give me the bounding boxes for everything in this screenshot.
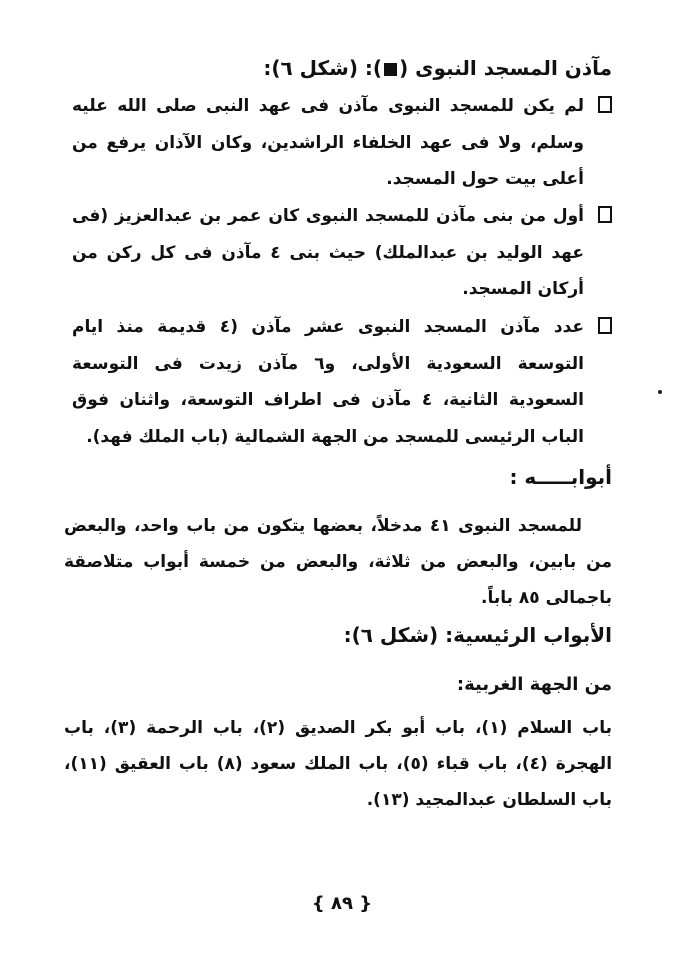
section-heading-main-doors: الأبواب الرئيسية: (شكل ٦): xyxy=(343,623,612,647)
bullet-text: لم يكن للمسجد النبوى مآذن فى عهد النبى صلى الله عليه وسلم، ولا فى عهد الخلفاء الراشدين، وكان الآذان يرفع من أعلى بيت حول المسجد. xyxy=(72,96,584,189)
bullet-item xyxy=(72,198,612,308)
checkbox-square-icon xyxy=(598,206,612,223)
bullet-item xyxy=(72,309,612,455)
bullet-text: أول من بنى مآذن للمسجد النبوى كان عمر بن عبدالعزيز (فى عهد الوليد بن عبدالملك) حيث بنى ٤ مآذن فى كل ركن من أركان المسجد. xyxy=(72,206,585,299)
black-square-icon xyxy=(384,63,397,76)
section-heading-doors: أبوابـــــه : xyxy=(509,465,612,489)
section-heading-minarets xyxy=(263,53,612,83)
doors-paragraph: للمسجد النبوى ٤١ مدخلاً، بعضها يتكون من باب واحد، والبعض من بابين، والبعض من ثلاثة، والبعض من خمسة أبواب متلاصقة باجمالى ٨٥ باباً. xyxy=(64,516,612,608)
heading-text: مآذن المسجد النبوى ( xyxy=(399,56,612,80)
bullet-item xyxy=(72,88,612,198)
subheading-west-side: من الجهة الغربية: xyxy=(456,674,612,695)
page-number: { ٨٩ } xyxy=(311,893,373,914)
bullet-text: عدد مآذن المسجد النبوى عشر مآذن (٤ قديمة منذ ايام التوسعة السعودية الأولى، و٦ مآذن زيدت فى التوسعة السعودية الثانية، ٤ مآذن فى اطراف التوسعة، واثنان فوق الباب الرئيسى للمسجد من الجهة الشمالية (باب الملك فهد). xyxy=(72,317,585,447)
main-doors-paragraph: باب السلام (١)، باب أبو بكر الصديق (٢)، باب الرحمة (٣)، باب الهجرة (٤)، باب قباء (٥)، باب الملك سعود (٨) باب العقيق (١١)، باب السلطان عبدالمجيد (١٣). xyxy=(64,718,613,810)
checkbox-square-icon xyxy=(598,96,612,113)
checkbox-square-icon xyxy=(598,317,612,334)
scan-speck xyxy=(658,390,662,394)
heading-tail-text: ): (شكل ٦): xyxy=(263,56,383,80)
